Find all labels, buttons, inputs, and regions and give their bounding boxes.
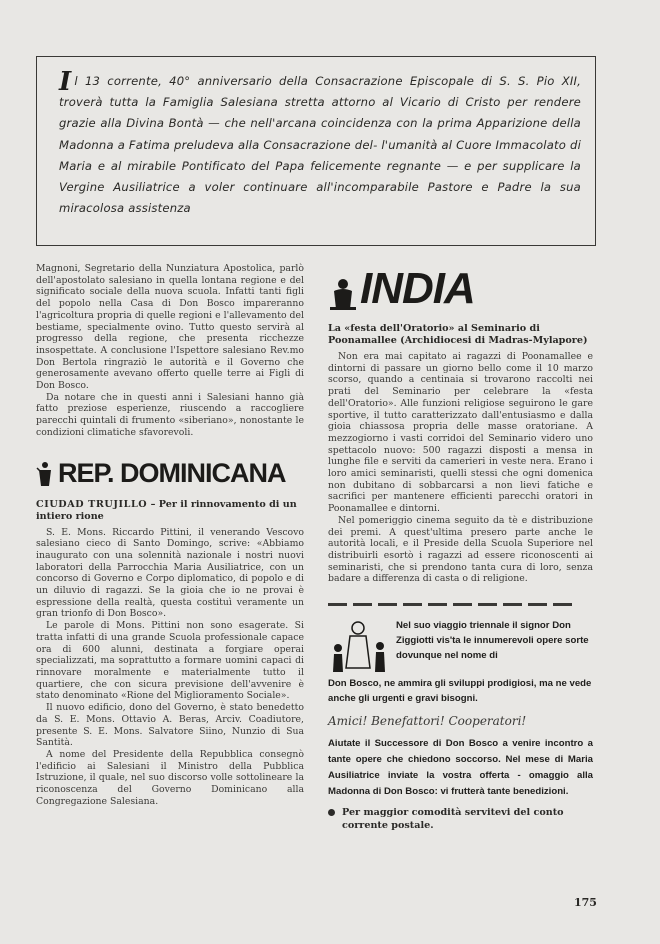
postal-account-note <box>328 806 593 832</box>
article-paragraph: Nel pomeriggio cinema seguito da tè e distribuzione dei premi. A quest'ultima presero parte anche le autorità locali, e il Preside della Scuola Superiore nel distribuirli esortò i ragazzi ad essere riconoscenti ai seminaristi, che si prendono tanta cura di loro, senza badare a differenza di casta o di religione. <box>328 514 593 585</box>
saint-figure-icon <box>36 461 54 487</box>
page-number: 175 <box>574 896 597 909</box>
postal-note-text: Per maggior comodità servitevi del conto corrente postale. <box>342 806 564 831</box>
article-paragraph: Le parole di Mons. Pittini non sono esagerate. Si tratta infatti di una grande Scuola professionale capace ora di 600 alunni, destinata a forgiare operai specializzati, ma soprattutto a formare uomini capaci di rinnovare moralmente e materialmente tutto il quartiere, che con sicura previsione dell'avvenire è stato denominato «Rione del Miglioramento Sociale». <box>36 620 304 702</box>
figure-illustration-icon <box>328 277 358 311</box>
subhead-place: CIUDAD TRUJILLO <box>36 498 148 510</box>
intro-paragraph: Da notare che in questi anni i Salesiani hanno già fatto preziose esperienze, riuscendo a raccogliere parecchi quintali di frumento «siberiano», nonostante le condizioni climatiche sfavorevoli. <box>36 391 304 438</box>
drop-cap: I <box>59 67 72 97</box>
section-heading-india <box>328 263 593 311</box>
article-subhead <box>36 499 304 523</box>
notice-text <box>59 67 581 219</box>
section-title: REP. DOMINICANA <box>58 457 286 488</box>
dashed-divider <box>328 603 593 606</box>
left-column <box>36 263 304 807</box>
article-paragraph: Non era mai capitato ai ragazzi di Poonamallee e dintorni di passare un giorno bello come il 10 marzo scorso, quando a centinaia si trovarono raccolti nei prati del Seminario per celebrare la «festa dell'Oratorio». Alle funzioni religiose seguirono le gare sportive, il tutto caratterizzato dall'entusiasmo e dalla gioia chiassosa propria delle masse oratoriane. A mezzogiorno i vasti corridoi del Seminario videro uno spettacolo nuovo: 500 ragazzi disposti a mensa in lunghe file e serviti da camerieri in veste nera. Erano i loro amici seminaristi, quelli stessi che ogni domenica non dubitano di sobbarcarsi a non lievi fatiche e sacrifici per mantenere efficienti parecchi oratori in Poonamallee e dintorni. <box>328 351 593 515</box>
don-bosco-children-illustration <box>328 618 390 674</box>
donation-appeal: Aiutate il Successore di Don Bosco a venire incontro a tante opere che chiedono soccorso. Nel mese di Maria Ausiliatrice inviate la vostra offerta - omaggio alla Madonna di Don Bosco: vi frutterà tante benedizioni. <box>328 737 593 797</box>
appeal-continued: Don Bosco, ne ammira gli sviluppi prodigiosi, ma ne vede anche gli urgenti e gravi bisogni. <box>328 678 592 705</box>
section-heading-dominican-republic <box>36 459 304 489</box>
appeal-text: Nel suo viaggio triennale il signor Don Ziggiotti vis'ta le innumerevoli opere sorte dovunque nel nome di <box>396 620 589 662</box>
notice-body: l 13 corrente, 40° anniversario della Consacrazione Episcopale di S. S. Pio XII, troverà tutta la Famiglia Salesiana stretta attorno al Vicario di Cristo per rendere grazie alla Divina Bontà — che nell'arcana coincidenza con la prima Apparizione della Madonna a Fatima preludeva alla Consacrazione del- l'umanità al Cuore Immacolato di Maria e al mirabile Pontificato del Papa felicemente regnante — e per supplicare la Vergine Ausiliatrice a voler continuare all'incomparabile Pastore e Padre la sua miracolosa assistenza <box>59 74 581 216</box>
article-paragraph: S. E. Mons. Riccardo Pittini, il venerando Vescovo salesiano cieco di Santo Domingo, scrive: «Abbiamo inaugurato con una solennità nazionale i nostri nuovi laboratori della Parrocchia Maria Ausiliatrice, con un concorso di Governo e Corpo diplomatico, di popolo e di un diluvio di ragazzi. Se la gioia che io ne provai è espressione della realtà, questa costituì veramente un gran trionfo di Don Bosco». <box>36 526 304 620</box>
framed-notice <box>36 56 596 246</box>
right-column <box>328 263 593 832</box>
article-subhead: La «festa dell'Oratorio» al Seminario di Poonamallee (Archidiocesi di Madras-Mylapore) <box>328 323 588 346</box>
article-paragraph: A nome del Presidente della Repubblica consegnò l'edificio ai Salesiani il Ministro della Pubblica Istruzione, il quale, nel suo discorso volle sottolineare la riconoscenza del Governo Dominicano alla Congregazione Salesiana. <box>36 748 304 807</box>
appeal-block <box>328 618 593 674</box>
bullet-icon <box>328 809 335 816</box>
intro-paragraph: Magnoni, Segretario della Nunziatura Apostolica, parlò dell'apostolato salesiano in quella lontana regione e del significato sociale della nuova scuola. Infatti tanti figli del popolo nella Casa di Don Bosco impareranno l'agricoltura propria di quelle regioni e l'allevamento del bestiame, specialmente ovino. Tutto questo servirà al progresso della regione, che presenta ricchezze insospettate. A conclusione l'Ispettore salesiano Rev.mo Don Bertola ringraziò le autorità e il Governo che generosamente avevano offerto quelle terre ai Figli di Don Bosco. <box>36 263 304 392</box>
article-paragraph: Il nuovo edificio, dono del Governo, è stato benedetto da S. E. Mons. Ottavio A. Beras, Arciv. Coadiutore, presente S. E. Mons. Salvatore Siino, Nunzio di Sua Santità. <box>36 702 304 749</box>
amici-heading: Amici! Benefattori! Cooperatori! <box>328 714 527 729</box>
section-title: INDIA <box>360 264 475 313</box>
subhead-text: – Per il rinnovamento di un intiero rione <box>36 498 297 522</box>
